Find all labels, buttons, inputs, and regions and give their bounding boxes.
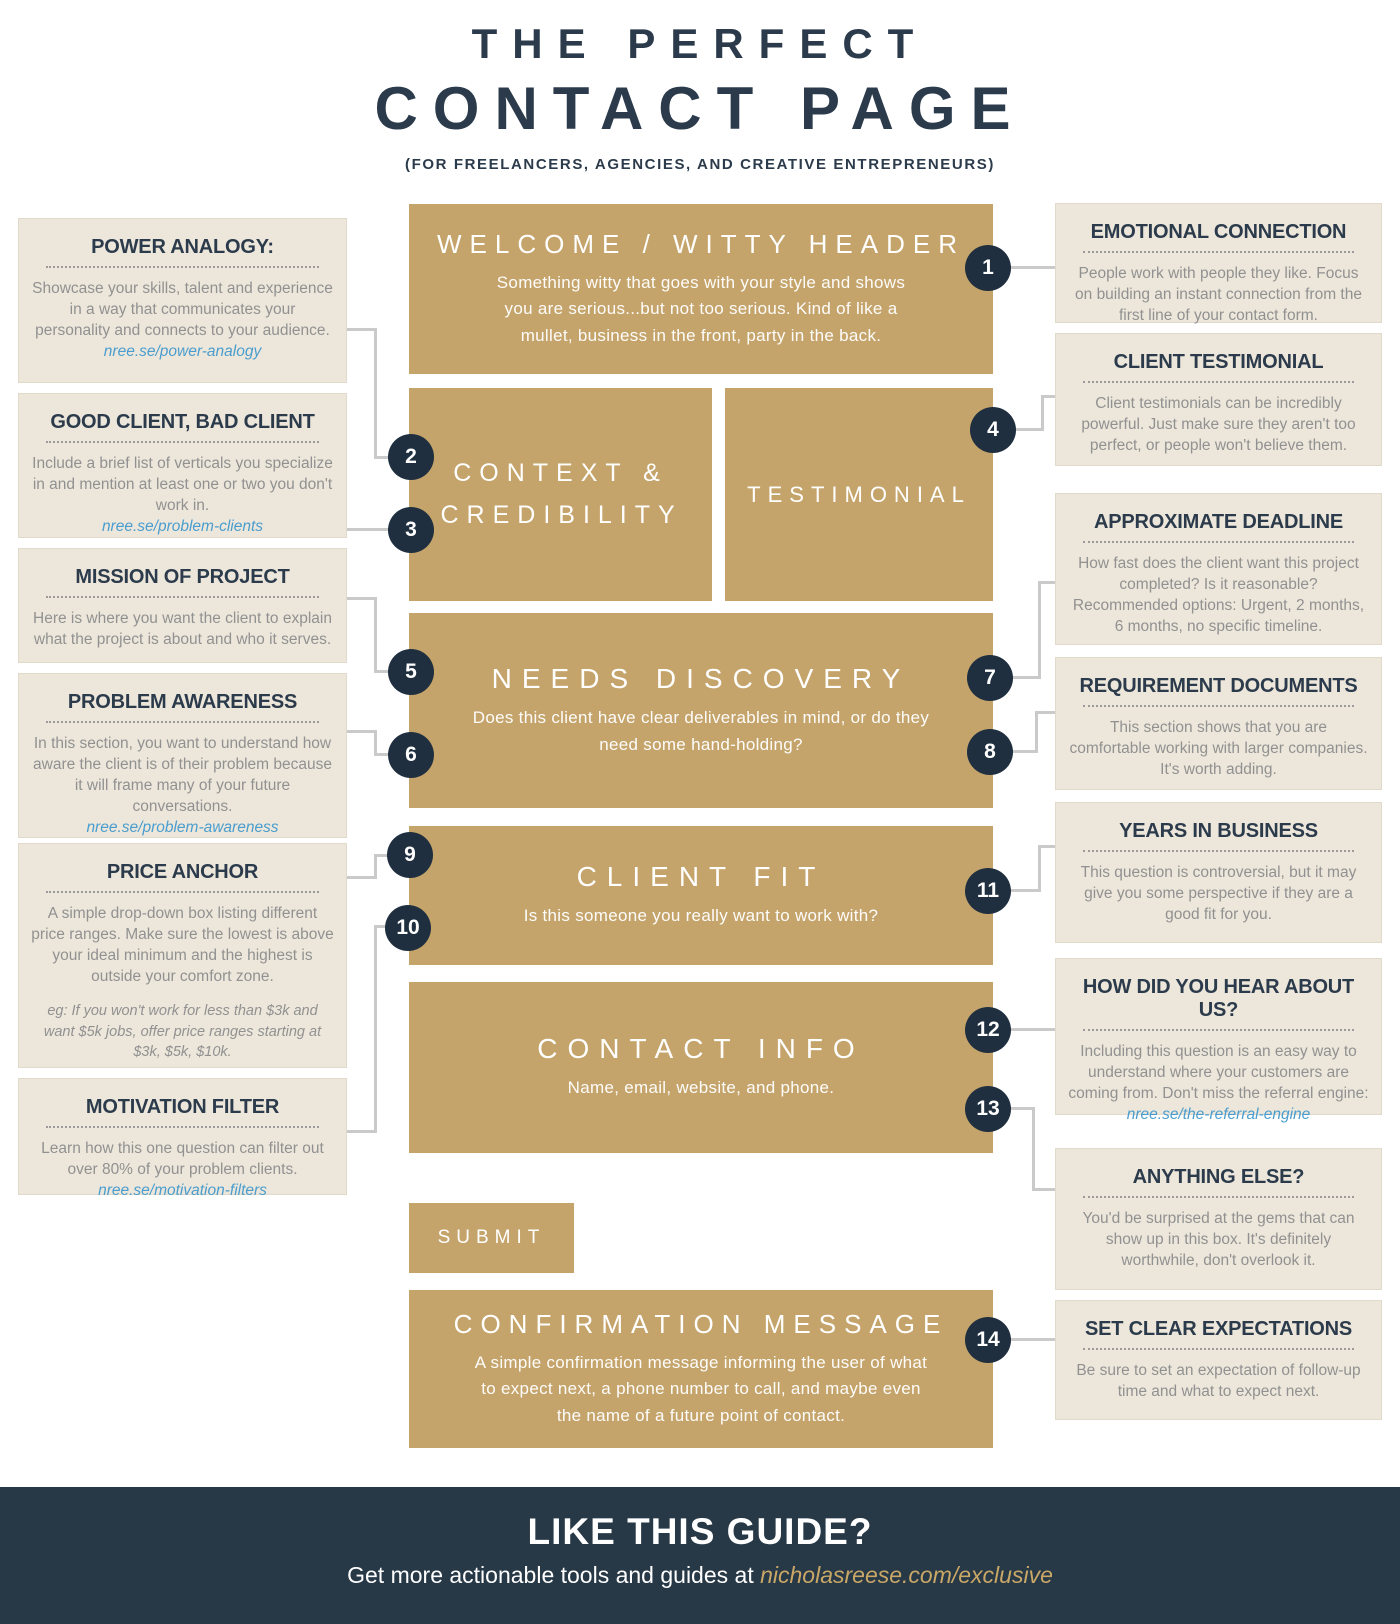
connector-segment xyxy=(347,328,377,331)
section-title: CONTACT INFO xyxy=(537,1033,865,1065)
marker-number: 14 xyxy=(976,1328,1000,1351)
connector-segment xyxy=(1038,845,1041,892)
marker-9 xyxy=(387,832,433,878)
note-heading: POWER ANALOGY: xyxy=(91,236,274,258)
section-welcome-header xyxy=(409,204,993,374)
footer-text-prefix: Get more actionable tools and guides at xyxy=(347,1562,761,1588)
marker-number: 6 xyxy=(405,743,417,766)
marker-12 xyxy=(965,1007,1011,1053)
note-body: In this section, you want to understand how aware the client is of their problem because it will frame many of your future conversations. xyxy=(33,735,332,816)
section-description: Name, email, website, and phone. xyxy=(567,1078,835,1098)
section-title: SUBMIT xyxy=(437,1227,546,1248)
section-title: CONTEXT & CREDIBILITY xyxy=(440,459,683,529)
note-motivation-filter xyxy=(18,1078,347,1200)
marker-1 xyxy=(965,245,1011,291)
note-heading: MOTIVATION FILTER xyxy=(85,1096,280,1118)
note-how-did-you-hear xyxy=(1055,958,1382,1124)
connector-segment xyxy=(1038,581,1055,584)
note-body: Here is where you want the client to explain what the project is about and who it serves. xyxy=(33,610,332,649)
section-description: A simple confirmation message informing the user of what to expect next, a phone number to call, and maybe even the name of a future point of contact. xyxy=(474,1352,928,1425)
page-title-line1: THE PERFECT xyxy=(471,20,929,67)
dotted-divider xyxy=(46,891,319,893)
note-body: Showcase your skills, talent and experience in a way that communicates your personality and connects to your audience. xyxy=(32,280,333,340)
note-example-text: eg: If you won't work for less than $3k and want $5k jobs, offer price ranges starting at $3k, $5k, $10k. xyxy=(43,1003,322,1060)
connector-segment xyxy=(1041,395,1055,398)
section-submit[interactable] xyxy=(409,1203,574,1273)
section-title: WELCOME / WITTY HEADER xyxy=(437,228,965,259)
connector-segment xyxy=(1038,581,1041,679)
note-link[interactable]: nree.se/motivation-filters xyxy=(98,1182,267,1200)
connector-segment xyxy=(1010,750,1038,753)
section-needs-discovery xyxy=(409,613,993,808)
marker-number: 10 xyxy=(396,916,420,939)
connector-segment xyxy=(1041,395,1044,431)
dotted-divider xyxy=(1083,850,1354,852)
note-emotional-connection xyxy=(1055,203,1382,323)
connector-segment xyxy=(1035,711,1055,714)
page-title xyxy=(0,20,1400,173)
connector-segment xyxy=(374,925,377,1133)
note-heading: GOOD CLIENT, BAD CLIENT xyxy=(50,411,315,433)
dotted-divider xyxy=(46,441,319,443)
note-body: Include a brief list of verticals you specialize in and mention at least one or two you don't work in. xyxy=(32,455,333,515)
connector-segment xyxy=(1032,1107,1035,1191)
section-testimonial xyxy=(725,388,993,601)
connector-segment xyxy=(347,730,377,733)
section-title: TESTIMONIAL xyxy=(747,481,971,507)
note-heading: SET CLEAR EXPECTATIONS xyxy=(1084,1318,1353,1340)
note-heading: PRICE ANCHOR xyxy=(106,861,259,883)
section-description: Is this someone you really want to work with? xyxy=(523,906,879,926)
note-mission-of-project xyxy=(18,548,347,663)
connector-segment xyxy=(1010,1028,1055,1031)
note-heading: APPROXIMATE DEADLINE xyxy=(1094,511,1343,533)
connector-segment xyxy=(374,328,377,459)
note-body: A simple drop-down box listing different price ranges. Make sure the lowest is above your ideal minimum and the highest is outside your comfort zone. xyxy=(31,905,334,986)
section-title: CONFIRMATION MESSAGE xyxy=(453,1308,949,1339)
section-context-credibility xyxy=(409,388,712,601)
marker-number: 12 xyxy=(976,1018,1000,1041)
note-heading: CLIENT TESTIMONIAL xyxy=(1113,351,1324,373)
note-heading: YEARS IN BUSINESS xyxy=(1119,820,1318,842)
note-anything-else xyxy=(1055,1148,1382,1290)
dotted-divider xyxy=(1083,1029,1354,1031)
note-body: This section shows that you are comfortable working with larger companies. It's worth adding. xyxy=(1069,719,1368,779)
connector-segment xyxy=(374,597,377,673)
connector-segment xyxy=(1035,711,1038,753)
note-set-clear-expectations xyxy=(1055,1300,1382,1420)
marker-number: 3 xyxy=(405,518,417,541)
page-title-line2: CONTACT PAGE xyxy=(374,75,1026,142)
note-requirement-documents xyxy=(1055,657,1382,790)
section-title: NEEDS DISCOVERY xyxy=(491,663,911,695)
dotted-divider xyxy=(46,266,319,268)
dotted-divider xyxy=(46,596,319,598)
marker-11 xyxy=(965,868,1011,914)
note-heading: PROBLEM AWARENESS xyxy=(67,691,298,713)
dotted-divider xyxy=(1083,705,1354,707)
section-description: Something witty that goes with your style and shows you are serious...but not too serious. Kind of like a mullet, business in the front, party in the back. xyxy=(496,272,906,345)
section-confirmation-message xyxy=(409,1290,993,1448)
note-body: Learn how this one question can filter out over 80% of your problem clients. xyxy=(41,1140,324,1179)
note-link[interactable]: nree.se/problem-awareness xyxy=(86,819,279,837)
connector-segment xyxy=(347,1130,377,1133)
dotted-divider xyxy=(1083,1348,1354,1350)
note-link[interactable]: nree.se/the-referral-engine xyxy=(1126,1106,1311,1124)
marker-number: 1 xyxy=(982,256,994,279)
note-approximate-deadline xyxy=(1055,493,1382,645)
note-years-in-business xyxy=(1055,802,1382,943)
footer-title: LIKE THIS GUIDE? xyxy=(527,1511,873,1552)
note-heading: EMOTIONAL CONNECTION xyxy=(1090,221,1347,243)
section-contact-info xyxy=(409,982,993,1153)
connector-segment xyxy=(347,876,377,879)
note-client-testimonial xyxy=(1055,333,1382,466)
note-body: How fast does the client want this project completed? Is it reasonable? Recommended options: Urgent, 2 months, 6 months, no specific timeline. xyxy=(1072,555,1365,636)
note-heading: MISSION OF PROJECT xyxy=(75,566,290,588)
note-power-analogy xyxy=(18,218,347,383)
note-link[interactable]: nree.se/problem-clients xyxy=(101,518,264,536)
connector-segment xyxy=(1010,1338,1055,1341)
marker-number: 8 xyxy=(984,740,996,763)
marker-5 xyxy=(388,649,434,695)
note-body: People work with people they like. Focus on building an instant connection from the first line of your contact form. xyxy=(1075,265,1362,325)
note-body: Including this question is an easy way to understand where your customers are coming from. Don't miss the referral engine: xyxy=(1068,1043,1369,1103)
connector-segment xyxy=(1012,428,1044,431)
marker-6 xyxy=(388,732,434,778)
connector-segment xyxy=(1010,889,1041,892)
marker-3 xyxy=(388,507,434,553)
marker-number: 9 xyxy=(404,843,416,866)
note-heading: REQUIREMENT DOCUMENTS xyxy=(1079,675,1358,697)
dotted-divider xyxy=(46,1126,319,1128)
note-body: This question is controversial, but it may give you some perspective if they are a good fit for you. xyxy=(1080,864,1357,924)
note-problem-awareness xyxy=(18,673,347,838)
marker-13 xyxy=(965,1086,1011,1132)
note-good-client-bad-client xyxy=(18,393,347,538)
note-price-anchor xyxy=(18,843,347,1068)
footer-banner xyxy=(0,1487,1400,1624)
section-title: CLIENT FIT xyxy=(576,861,826,893)
note-heading: ANYTHING ELSE? xyxy=(1132,1166,1305,1188)
note-body: Be sure to set an expectation of follow-up time and what to expect next. xyxy=(1076,1362,1361,1401)
note-body: Client testimonials can be incredibly powerful. Just make sure they aren't too perfect, or people won't believe them. xyxy=(1081,395,1356,455)
dotted-divider xyxy=(46,721,319,723)
footer-text xyxy=(0,1562,1400,1589)
connector-segment xyxy=(1010,676,1041,679)
section-description: Does this client have clear deliverables in mind, or do they need some hand-holding? xyxy=(472,708,930,754)
page-subtitle: (FOR FREELANCERS, AGENCIES, AND CREATIVE ENTREPRENEURS) xyxy=(405,156,995,173)
note-heading: HOW DID YOU HEAR ABOUT US? xyxy=(1082,976,1355,1021)
connector-segment xyxy=(1032,1188,1055,1191)
connector-segment xyxy=(374,854,377,879)
marker-4 xyxy=(970,407,1016,453)
marker-7 xyxy=(967,655,1013,701)
dotted-divider xyxy=(1083,541,1354,543)
marker-number: 5 xyxy=(405,660,417,683)
connector-segment xyxy=(1038,845,1055,848)
marker-14 xyxy=(965,1317,1011,1363)
connector-segment xyxy=(347,597,377,600)
note-link[interactable]: nree.se/power-analogy xyxy=(103,343,262,361)
marker-2 xyxy=(388,434,434,480)
dotted-divider xyxy=(1083,251,1354,253)
dotted-divider xyxy=(1083,381,1354,383)
marker-number: 13 xyxy=(976,1097,1000,1120)
marker-number: 2 xyxy=(405,445,417,468)
marker-10 xyxy=(385,905,431,951)
note-body: You'd be surprised at the gems that can show up in this box. It's definitely worthwhile, don't overlook it. xyxy=(1082,1210,1355,1270)
marker-8 xyxy=(967,729,1013,775)
marker-number: 11 xyxy=(976,879,1000,902)
section-client-fit xyxy=(409,826,993,965)
marker-number: 4 xyxy=(987,418,999,441)
footer-link[interactable]: nicholasreese.com/exclusive xyxy=(760,1562,1053,1588)
marker-number: 7 xyxy=(984,666,996,689)
dotted-divider xyxy=(1083,1196,1354,1198)
